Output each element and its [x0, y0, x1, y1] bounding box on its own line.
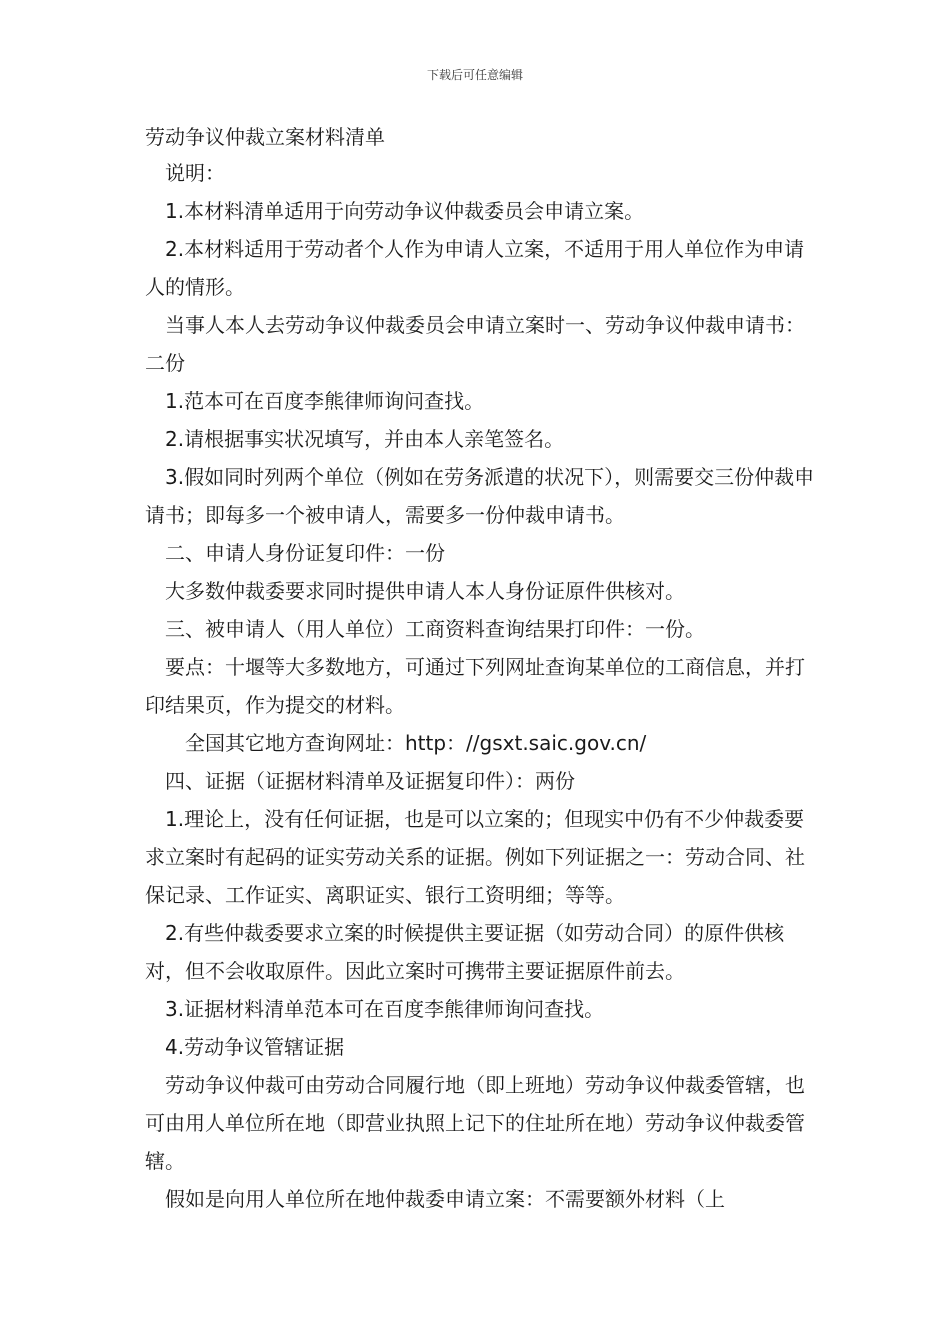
paragraph: 4.劳动争议管辖证据 [165, 1035, 345, 1059]
paragraph: 2.请根据事实状况填写，并由本人亲笔签名。 [165, 427, 565, 451]
paragraph: 四、证据（证据材料清单及证据复印件）：两份 [165, 769, 575, 793]
paragraph: 说明： [165, 161, 225, 185]
paragraph: 1.本材料清单适用于向劳动争议仲裁委员会申请立案。 [165, 199, 645, 223]
document-body [145, 118, 815, 1218]
paragraph: 假如是向用人单位所在地仲裁委申请立案：不需要额外材料（上 [165, 1187, 725, 1211]
paragraph: 2.有些仲裁委要求立案的时候提供主要证据（如劳动合同）的原件供核对，但不会收取原件。因此立案时可携带主要证据原件前去。 [145, 921, 785, 983]
paragraph: 3.证据材料清单范本可在百度李熊律师询问查找。 [165, 997, 605, 1021]
paragraph: 1.范本可在百度李熊律师询问查找。 [165, 389, 485, 413]
paragraph: 大多数仲裁委要求同时提供申请人本人身份证原件供核对。 [165, 579, 685, 603]
paragraph: 当事人本人去劳动争议仲裁委员会申请立案时一、劳动争议仲裁申请书：二份 [145, 313, 805, 375]
paragraph: 1.理论上，没有任何证据，也是可以立案的；但现实中仍有不少仲裁委要求立案时有起码的证实劳动关系的证据。例如下列证据之一：劳动合同、社保记录、工作证实、离职证实、银行工资明细；等等。 [145, 807, 805, 907]
paragraph: 2.本材料适用于劳动者个人作为申请人立案，不适用于用人单位作为申请人的情形。 [145, 237, 805, 299]
paragraph: 劳动争议仲裁可由劳动合同履行地（即上班地）劳动争议仲裁委管辖，也可由用人单位所在地（即营业执照上记下的住址所在地）劳动争议仲裁委管辖。 [145, 1073, 805, 1173]
paragraph: 要点：十堰等大多数地方，可通过下列网址查询某单位的工商信息，并打印结果页，作为提交的材料。 [145, 655, 805, 717]
page-header: 下载后可任意编辑 [426, 68, 523, 82]
paragraph: 全国其它地方查询网址：http：//gsxt.saic.gov.cn/ [185, 731, 647, 755]
paragraph: 3.假如同时列两个单位（例如在劳务派遣的状况下），则需要交三份仲裁申请书；即每多一个被申请人，需要多一份仲裁申请书。 [145, 465, 815, 527]
paragraph: 二、申请人身份证复印件：一份 [165, 541, 445, 565]
document-title: 劳动争议仲裁立案材料清单 [145, 125, 385, 149]
paragraph: 三、被申请人（用人单位）工商资料查询结果打印件：一份。 [165, 617, 705, 641]
